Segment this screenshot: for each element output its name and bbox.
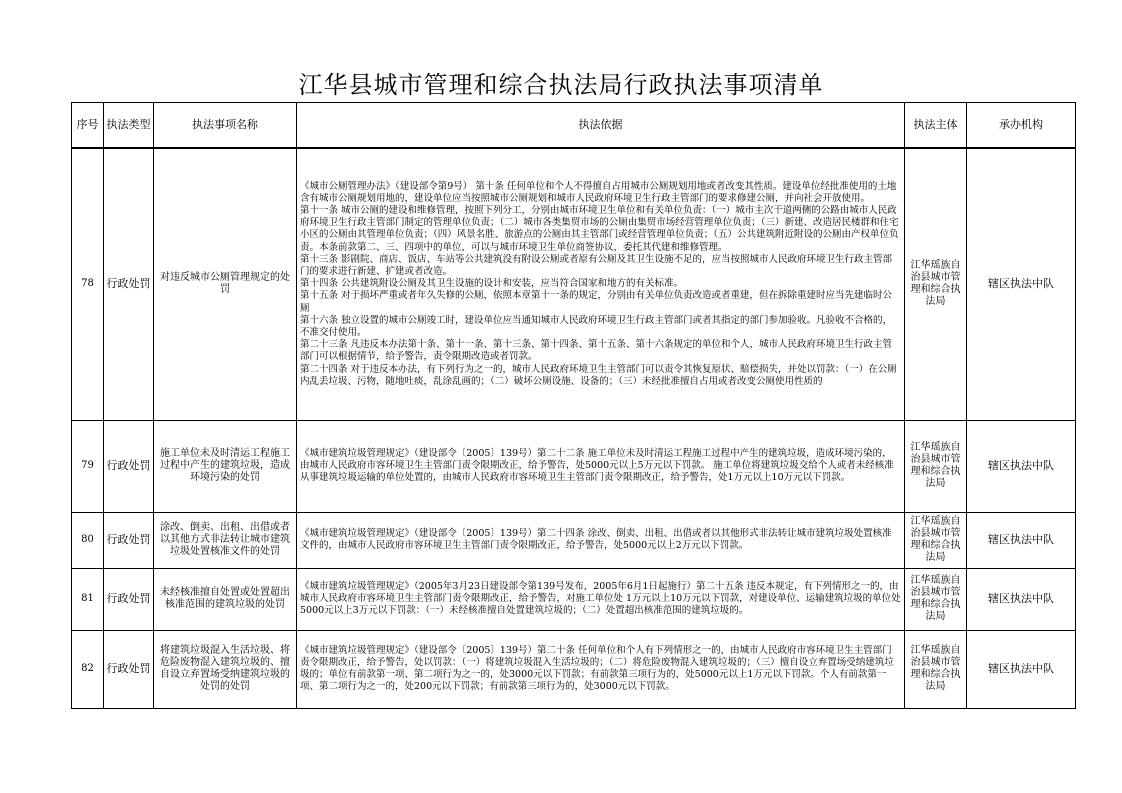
header-name: 执法事项名称 <box>154 103 297 149</box>
header-seq: 序号 <box>72 103 104 149</box>
row-type: 行政处罚 <box>104 630 154 708</box>
table-row <box>72 420 1076 512</box>
header-basis: 执法依据 <box>297 103 905 149</box>
row-subject: 江华瑶族自治县城市管理和综合执法局 <box>905 512 967 568</box>
basis-paragraph: 第十六条 独立设置的城市公厕竣工时，建设单位应当通知城市人民政府环境卫生行政主管部门或者其指定的部门参加验收。凡验收不合格的，不准交付使用。 <box>300 314 893 338</box>
row-basis <box>297 420 905 512</box>
row-org: 辖区执法中队 <box>967 568 1076 630</box>
row-basis <box>297 512 905 568</box>
row-org: 辖区执法中队 <box>967 512 1076 568</box>
row-subject: 江华瑶族自治县城市管理和综合执法局 <box>905 568 967 630</box>
row-basis <box>297 568 905 630</box>
row-seq: 82 <box>72 630 104 708</box>
row-seq: 78 <box>72 148 104 420</box>
basis-paragraph: 第二十三条 凡违反本办法第十条、第十一条、第十三条、第十四条、第十五条、第十六条规定的单位和个人，城市人民政府环境卫生行政主管部门可以根据情节，给予警告，责令限期改造或者罚款。 <box>300 339 893 363</box>
header-org: 承办机构 <box>967 103 1076 149</box>
table-row <box>72 630 1076 708</box>
basis-paragraph: 第十四条 公共建筑附设公厕及其卫生设施的设计和安装，应当符合国家和地方的有关标准。 <box>300 278 684 290</box>
row-type: 行政处罚 <box>104 568 154 630</box>
row-org: 辖区执法中队 <box>967 420 1076 512</box>
row-type: 行政处罚 <box>104 148 154 420</box>
basis-paragraph: 《城市建筑垃圾管理规定》（2005年3月23日建设部令第139号发布，2005年6月1日起施行）第二十五条 违反本规定，有下列情形之一的，由城市人民政府市容环境卫生主管部门责令限期改正，给予警告，对施工单位处 1万元以上10万元以下罚款，对建设单位、运输建筑垃圾的单位处5000元以上3万元以下罚款：（一）未经核准擅自处置建筑垃圾的；（二）处置超出核准范围的建筑垃圾的。 <box>300 580 901 617</box>
basis-paragraph: 《城市建筑垃圾管理规定》（建设部令〔2005〕139号）第二十四条 涂改、倒卖、出租、出借或者以其他形式非法转让城市建筑垃圾处置核准文件的，由城市人民政府市容环境卫生主管部门责令限期改正，给予警告，处5000元以上2万元以下罚款。 <box>300 527 892 551</box>
page-title: 江华县城市管理和综合执法局行政执法事项清单 <box>298 71 824 99</box>
table-row <box>72 568 1076 630</box>
basis-paragraph: 第十三条 影剧院、商店、饭店、车站等公共建筑没有附设公厕或者原有公厕及其卫生设施不足的，应当按照城市人民政府环境卫生行政主管部门的要求进行新建、扩建或者改造。 <box>300 253 893 277</box>
header-type: 执法类型 <box>104 103 154 149</box>
row-seq: 79 <box>72 420 104 512</box>
row-subject: 江华瑶族自治县城市管理和综合执法局 <box>905 420 967 512</box>
row-basis <box>297 630 905 708</box>
table-row <box>72 148 1076 420</box>
row-name: 施工单位未及时清运工程施工过程中产生的建筑垃圾，造成环境污染的处罚 <box>154 420 297 512</box>
row-type: 行政处罚 <box>104 420 154 512</box>
table-header-row <box>72 103 1076 149</box>
row-seq: 80 <box>72 512 104 568</box>
row-subject: 江华瑶族自治县城市管理和综合执法局 <box>905 630 967 708</box>
basis-paragraph: 第二十四条 对于违反本办法，有下列行为之一的，城市人民政府环境卫生主管部门可以责令其恢复原状、赔偿损失，并处以罚款：（一）在公厕内乱丢垃圾、污物，随地吐痰，乱涂乱画的；（二）破坏公厕设施、设备的；（三）未经批准擅自占用或者改变公厕使用性质的 <box>300 363 897 387</box>
basis-paragraph: 第十一条 城市公厕的建设和维修管理，按照下列分工，分别由城市环境卫生单位和有关单位负责：（一）城市主次干道两侧的公路由城市人民政府环境卫生行政主管部门制定的管理单位负责；（二）城市各类集贸市场的公厕由集贸市场经营管理单位负责；（三）新建、改造居民楼群和住宅小区的公厕由其管理单位负责；（四）风景名胜、旅游点的公厕由其主管部门或经营管理单位负责；（五）公共建筑附近附设的公厕由产权单位负责。本条前款第二、三、四项中的单位，可以与城市环境卫生单位商签协议，委托其代建和维修管理。 <box>300 204 899 253</box>
table-row <box>72 512 1076 568</box>
row-name: 涂改、倒卖、出租、出借或者以其他方式非法转让城市建筑垃圾处置核准文件的处罚 <box>154 512 297 568</box>
enforcement-table <box>71 102 1076 709</box>
basis-paragraph: 《城市公厕管理办法》（建设部令第9号） 第十条 任何单位和个人不得擅自占用城市公厕规划用地或者改变其性质。建设单位经批准使用的土地含有城市公厕规划用地的，建设单位应当按照城市公厕规划和城市人民政府环境卫生行政主管部门的要求修建公厕，并向社会开放使用。 <box>300 180 897 204</box>
row-seq: 81 <box>72 568 104 630</box>
basis-paragraph: 《城市建筑垃圾管理规定》（建设部令〔2005〕139号）第二十条 任何单位和个人有下列情形之一的，由城市人民政府市容环境卫生主管部门责令限期改正，给予警告，处以罚款：（一）将建筑垃圾混入生活垃圾的；（二）将危险废物混入建筑垃圾的；（三）擅自设立弃置场受纳建筑垃圾的；单位有前款第一项、第二项行为之一的，处3000元以下罚款；有前款第三项行为的，处5000元以上1万元以下罚款。个人有前款第一项、第二项行为之一的，处200元以下罚款；有前款第三项行为的，处3000元以下罚款。 <box>300 644 894 693</box>
basis-paragraph: 第十五条 对于损坏严重或者年久失修的公厕，依照本章第十一条的规定，分别由有关单位负责改造或者重建，但在拆除重建时应当先建临时公厕 <box>300 290 893 314</box>
row-subject: 江华瑶族自治县城市管理和综合执法局 <box>905 148 967 420</box>
row-name: 将建筑垃圾混入生活垃圾、将危险废物混入建筑垃圾的、擅自设立弃置场受纳建筑垃圾的处罚的处罚 <box>154 630 297 708</box>
row-name: 对违反城市公厕管理规定的处罚 <box>154 148 297 420</box>
row-org: 辖区执法中队 <box>967 148 1076 420</box>
row-name: 未经核准擅自处置或处置超出核准范围的建筑垃圾的处罚 <box>154 568 297 630</box>
row-basis <box>297 148 905 420</box>
row-type: 行政处罚 <box>104 512 154 568</box>
basis-paragraph: 《城市建筑垃圾管理规定》（建设部令〔2005〕139号）第二十二条 施工单位未及时清运工程施工过程中产生的建筑垃圾，造成环境污染的，由城市人民政府市容环境卫生主管部门责令限期改正，给予警告，处5000元以上5万元以下罚款。 施工单位将建筑垃圾交给个人或者未经核准从事建筑垃圾运输的单位处置的，由城市人民政府市容环境卫生主管部门责令限期改正，给予警告，处1万元以上10万元以下罚款。 <box>300 447 894 484</box>
row-org: 辖区执法中队 <box>967 630 1076 708</box>
header-subject: 执法主体 <box>905 103 967 149</box>
